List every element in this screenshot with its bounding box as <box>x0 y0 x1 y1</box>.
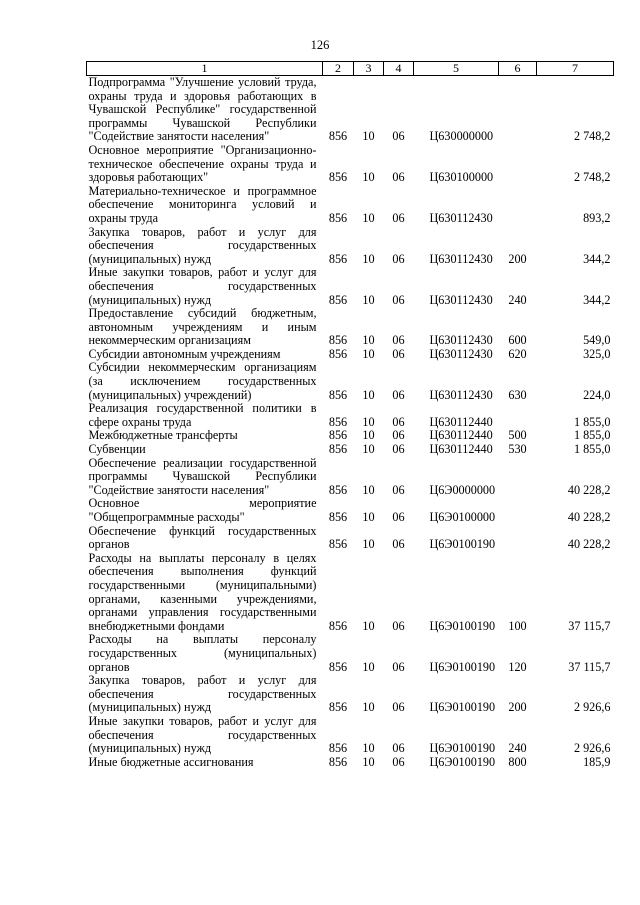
row-target-code: Ц630100000 <box>429 170 494 185</box>
row-section: 10 <box>362 700 375 715</box>
row-subsection: 06 <box>392 442 405 457</box>
row-gov-code: 856 <box>328 129 348 144</box>
header-col-6: 6 <box>499 62 537 76</box>
row-gov-code: 856 <box>328 251 348 266</box>
row-gov-code: 856 <box>328 741 348 756</box>
row-section: 10 <box>362 333 375 348</box>
row-amount: 224,0 <box>583 387 611 402</box>
row-gov-code: 856 <box>328 700 348 715</box>
row-target-code: Ц6Э0000000 <box>429 482 496 497</box>
table-row <box>87 497 614 524</box>
row-subsection: 06 <box>392 129 405 144</box>
table-row <box>87 443 614 457</box>
row-gov-code: 856 <box>328 442 348 457</box>
row-amount: 549,0 <box>583 333 611 348</box>
row-expense-type: 240 <box>508 741 527 756</box>
row-section: 10 <box>362 510 375 524</box>
row-expense-type: 240 <box>508 292 527 307</box>
row-amount: 893,2 <box>583 210 611 225</box>
row-subsection: 06 <box>392 414 405 429</box>
row-amount: 2 926,6 <box>573 700 611 715</box>
row-amount: 40 228,2 <box>567 510 611 524</box>
row-subsection: 06 <box>392 210 405 225</box>
row-name: Закупка товаров, работ и услуг для обеспечения государственных (муниципальных) нужд <box>88 673 317 715</box>
row-subsection: 06 <box>392 659 405 674</box>
row-amount: 325,0 <box>583 346 611 361</box>
row-expense-type: 120 <box>508 659 527 674</box>
row-name: Субвенции <box>88 442 146 457</box>
table-row <box>87 307 614 348</box>
row-section: 10 <box>362 442 375 457</box>
row-section: 10 <box>362 754 375 769</box>
row-amount: 1 855,0 <box>573 414 611 429</box>
row-target-code: Ц6Э0100000 <box>429 510 496 524</box>
row-subsection: 06 <box>392 510 405 524</box>
row-name: Межбюджетные трансферты <box>88 428 238 443</box>
table-row <box>87 633 614 674</box>
row-name: Субсидии некоммерческим организациям (за исключением государственных (муниципальных) учреждений) <box>88 360 317 402</box>
row-section: 10 <box>362 482 375 497</box>
row-subsection: 06 <box>392 618 405 633</box>
row-section: 10 <box>362 537 375 552</box>
row-expense-type: 630 <box>508 387 527 402</box>
table-row <box>87 715 614 756</box>
row-name: Обеспечение реализации государственной программы Чувашской Республики "Содействие занятости населения" <box>88 455 317 497</box>
page-number: 126 <box>310 38 330 52</box>
row-subsection: 06 <box>392 251 405 266</box>
table-body <box>87 76 614 770</box>
row-amount: 40 228,2 <box>567 482 611 497</box>
row-subsection: 06 <box>392 741 405 756</box>
header-row <box>87 62 614 76</box>
row-target-code: Ц6Э0100190 <box>429 659 496 674</box>
row-expense-type <box>499 497 537 524</box>
row-target-code: Ц630112440 <box>429 428 493 443</box>
row-gov-code: 856 <box>328 482 348 497</box>
row-amount: 1 855,0 <box>573 442 611 457</box>
row-name: Иные бюджетные ассигнования <box>88 754 254 769</box>
row-gov-code: 856 <box>328 510 348 524</box>
table-row <box>87 756 614 770</box>
row-expense-type: 500 <box>508 428 527 443</box>
row-subsection: 06 <box>392 387 405 402</box>
row-section: 10 <box>362 387 375 402</box>
row-section: 10 <box>362 346 375 361</box>
header-col-3: 3 <box>354 62 384 76</box>
table-row <box>87 144 614 185</box>
row-gov-code: 856 <box>328 346 348 361</box>
table-header <box>87 62 614 76</box>
table-row <box>87 361 614 402</box>
table-row <box>87 525 614 552</box>
row-expense-type <box>499 457 537 498</box>
header-col-7: 7 <box>537 62 614 76</box>
row-expense-type: 620 <box>508 346 527 361</box>
row-subsection: 06 <box>392 170 405 185</box>
row-target-code: Ц6Э0100190 <box>429 741 496 756</box>
row-section: 10 <box>362 414 375 429</box>
budget-table <box>86 61 614 769</box>
row-expense-type <box>499 185 537 226</box>
row-name: Основное мероприятие "Организационно-техническое обеспечение охраны труда и здоровья работающих" <box>88 142 317 185</box>
table-row <box>87 402 614 429</box>
row-section: 10 <box>362 741 375 756</box>
table-row <box>87 266 614 307</box>
table-row <box>87 348 614 362</box>
row-subsection: 06 <box>392 346 405 361</box>
row-gov-code: 856 <box>328 387 348 402</box>
row-amount: 185,9 <box>583 754 611 769</box>
table-row <box>87 76 614 144</box>
row-section: 10 <box>362 129 375 144</box>
row-gov-code: 856 <box>328 333 348 348</box>
row-section: 10 <box>362 210 375 225</box>
row-target-code: Ц630112430 <box>429 251 493 266</box>
row-target-code: Ц6Э0100190 <box>429 700 496 715</box>
table-row <box>87 185 614 226</box>
row-amount: 344,2 <box>583 292 611 307</box>
row-name: Субсидии автономным учреждениям <box>88 346 281 361</box>
row-gov-code: 856 <box>328 428 348 443</box>
row-name: Расходы на выплаты персоналу в целях обеспечения выполнения функций государственными (муниципальными) органами, казенными учреждениями, органами управления государственными внебюджетными фондами <box>88 550 317 633</box>
header-col-5: 5 <box>414 62 499 76</box>
row-subsection: 06 <box>392 333 405 348</box>
header-col-4: 4 <box>384 62 414 76</box>
row-target-code: Ц630112440 <box>429 442 493 457</box>
row-section: 10 <box>362 251 375 266</box>
row-subsection: 06 <box>392 482 405 497</box>
table-row <box>87 429 614 443</box>
row-expense-type: 200 <box>508 251 527 266</box>
row-gov-code: 856 <box>328 292 348 307</box>
table-row <box>87 674 614 715</box>
header-col-1: 1 <box>87 62 323 76</box>
row-expense-type: 100 <box>508 618 527 633</box>
row-target-code: Ц630000000 <box>429 129 494 144</box>
row-section: 10 <box>362 292 375 307</box>
row-gov-code: 856 <box>328 754 348 769</box>
row-expense-type <box>499 402 537 429</box>
row-expense-type: 200 <box>508 700 527 715</box>
row-gov-code: 856 <box>328 170 348 185</box>
row-subsection: 06 <box>392 754 405 769</box>
row-expense-type: 530 <box>508 442 527 457</box>
row-amount: 2 748,2 <box>573 129 611 144</box>
row-target-code: Ц630112430 <box>429 333 493 348</box>
row-expense-type <box>499 525 537 552</box>
row-target-code: Ц630112430 <box>429 292 493 307</box>
row-target-code: Ц630112430 <box>429 387 493 402</box>
row-name: Обеспечение функций государственных органов <box>88 523 317 552</box>
row-name: Закупка товаров, работ и услуг для обеспечения государственных (муниципальных) нужд <box>88 224 317 266</box>
row-name: Расходы на выплаты персоналу государственных (муниципальных) органов <box>88 632 317 674</box>
row-subsection: 06 <box>392 292 405 307</box>
row-name: Предоставление субсидий бюджетным, автономным учреждениям и иным некоммерческим организациям <box>88 306 317 348</box>
row-expense-type <box>499 144 537 185</box>
row-section: 10 <box>362 428 375 443</box>
row-section: 10 <box>362 618 375 633</box>
row-name: Реализация государственной политики в сфере охраны труда <box>88 401 317 429</box>
row-amount: 1 855,0 <box>573 428 611 443</box>
row-target-code: Ц6Э0100190 <box>429 754 496 769</box>
row-amount: 37 115,7 <box>568 659 611 674</box>
row-amount: 40 228,2 <box>567 537 611 552</box>
row-target-code: Ц630112430 <box>429 210 493 225</box>
row-gov-code: 856 <box>328 618 348 633</box>
table-row <box>87 552 614 634</box>
row-target-code: Ц630112430 <box>429 346 493 361</box>
header-col-2: 2 <box>323 62 354 76</box>
table-row <box>87 226 614 267</box>
row-target-code: Ц6Э0100190 <box>429 618 496 633</box>
row-gov-code: 856 <box>328 537 348 552</box>
row-gov-code: 856 <box>328 414 348 429</box>
row-amount: 344,2 <box>583 251 611 266</box>
row-name: Иные закупки товаров, работ и услуг для обеспечения государственных (муниципальных) нужд <box>88 713 317 756</box>
row-gov-code: 856 <box>328 659 348 674</box>
row-expense-type <box>499 76 537 144</box>
row-section: 10 <box>362 170 375 185</box>
table-row <box>87 457 614 498</box>
row-target-code: Ц630112440 <box>429 414 493 429</box>
row-gov-code: 856 <box>328 210 348 225</box>
row-target-code: Ц6Э0100190 <box>429 537 496 552</box>
row-name: Основное мероприятие "Общепрограммные расходы" <box>88 496 317 524</box>
row-section: 10 <box>362 659 375 674</box>
row-amount: 2 926,6 <box>573 741 611 756</box>
row-amount: 37 115,7 <box>568 618 611 633</box>
row-subsection: 06 <box>392 537 405 552</box>
row-name: Подпрограмма "Улучшение условий труда, охраны труда и здоровья работающих в Чувашской Республике" государственной программы Чувашской Республики "Содействие занятости населения" <box>88 75 317 144</box>
row-expense-type: 600 <box>508 333 527 348</box>
row-name: Иные закупки товаров, работ и услуг для обеспечения государственных (муниципальных) нужд <box>88 265 317 307</box>
row-subsection: 06 <box>392 700 405 715</box>
row-name: Материально-техническое и программное обеспечение мониторинга условий и охраны труда <box>88 183 317 225</box>
row-expense-type: 800 <box>508 754 527 769</box>
row-amount: 2 748,2 <box>573 170 611 185</box>
row-subsection: 06 <box>392 428 405 443</box>
